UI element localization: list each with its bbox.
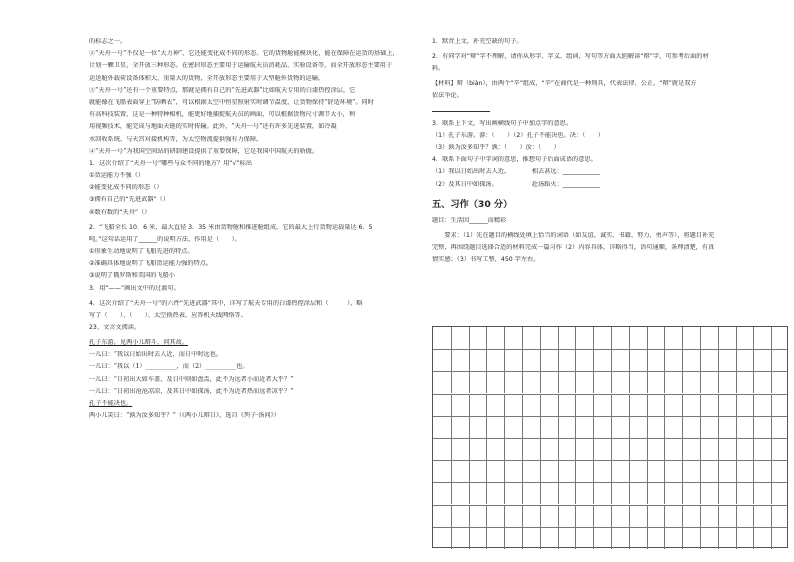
grid-cell[interactable] xyxy=(664,482,682,504)
grid-cell[interactable] xyxy=(469,505,487,527)
grid-cell[interactable] xyxy=(522,460,540,482)
grid-cell[interactable] xyxy=(718,327,736,349)
left-text-line: 两小儿笑曰：“孰为汝多知乎？”（《两小儿辩日》，选自《列子·汤问》） xyxy=(89,412,280,420)
right-text-line: 2．有同学对“辩”字不理解，请你从形字、字义、组词、写句等方面大胆解读“辩”字，可参考后面的材 xyxy=(432,53,709,60)
grid-row xyxy=(433,460,787,482)
grid-cell[interactable] xyxy=(700,527,718,549)
grid-cell[interactable] xyxy=(611,527,629,549)
grid-cell[interactable] xyxy=(504,482,522,504)
grid-cell[interactable] xyxy=(486,438,504,460)
left-text-line: ②“天舟一号”不仅是一位“大力神”，它还能变化成不同的形态。它的货物舱能模块化，能在保障在运货的基础上， xyxy=(89,50,399,58)
answer-blank-line[interactable] xyxy=(432,105,490,112)
grid-cell[interactable] xyxy=(753,505,771,527)
grid-cell[interactable] xyxy=(575,394,593,416)
grid-cell[interactable] xyxy=(647,460,665,482)
grid-cell[interactable] xyxy=(558,460,576,482)
grid-cell[interactable] xyxy=(736,460,754,482)
grid-cell[interactable] xyxy=(700,349,718,371)
grid-cell[interactable] xyxy=(451,527,469,549)
grid-cell[interactable] xyxy=(647,438,665,460)
grid-cell[interactable] xyxy=(718,460,736,482)
grid-cell[interactable] xyxy=(469,349,487,371)
grid-cell[interactable] xyxy=(611,416,629,438)
left-text-line: 有高科技装置，这是一种特种相机，能更好地捕捉航天员的画面，可以根据货物尺寸调节大小，利 xyxy=(89,111,356,119)
grid-row xyxy=(433,394,787,416)
grid-cell[interactable] xyxy=(700,460,718,482)
grid-cell[interactable] xyxy=(522,482,540,504)
grid-cell[interactable] xyxy=(504,438,522,460)
grid-row xyxy=(433,482,787,504)
grid-cell[interactable] xyxy=(664,371,682,393)
grid-cell[interactable] xyxy=(558,438,576,460)
grid-cell[interactable] xyxy=(504,527,522,549)
grid-cell[interactable] xyxy=(522,371,540,393)
left-text-line: ①形象生动地说明了飞船先进的特点。 xyxy=(89,248,194,255)
grid-cell[interactable] xyxy=(736,371,754,393)
right-text-line: 1．默背上文，补充空缺的句子。 xyxy=(432,38,523,45)
left-text-line: ②准确具体地说明了飞船货运能力强的特点。 xyxy=(89,260,213,268)
grid-cell[interactable] xyxy=(682,527,700,549)
grid-cell[interactable] xyxy=(647,482,665,504)
grid-cell[interactable] xyxy=(629,394,647,416)
grid-cell[interactable] xyxy=(611,349,629,371)
left-text-line: 运送舱外载荷设备体积大、重量大的货物，全开放形态主要用于大型舱外货物的运输。 xyxy=(89,74,325,82)
composition-grid[interactable] xyxy=(432,326,788,548)
left-text-line: ④“天舟一号”为我国空间站的研制建设提供了重要保障，它是我国中国航天的骄傲。 xyxy=(89,147,319,155)
grid-cell[interactable] xyxy=(629,482,647,504)
grid-cell[interactable] xyxy=(736,416,754,438)
grid-cell[interactable] xyxy=(593,371,611,393)
grid-cell[interactable] xyxy=(736,394,754,416)
grid-cell[interactable] xyxy=(753,327,771,349)
grid-cell[interactable] xyxy=(771,371,789,393)
grid-cell[interactable] xyxy=(540,371,558,393)
grid-cell[interactable] xyxy=(629,327,647,349)
writing-text-line: 情实感；（3）书写工整，450 字左右。 xyxy=(432,255,540,263)
grid-cell[interactable] xyxy=(700,438,718,460)
left-text-line: 计划一颗卫星，全开放三种形态。在密封形态主要用于运输航天员消耗品、实验设备等，而全开放形态主要用于 xyxy=(89,62,393,70)
grid-cell[interactable] xyxy=(718,482,736,504)
grid-cell[interactable] xyxy=(558,371,576,393)
grid-cell[interactable] xyxy=(647,371,665,393)
grid-cell[interactable] xyxy=(575,416,593,438)
grid-cell[interactable] xyxy=(486,371,504,393)
right-text-line: 3．联系上下文，写出画横线句子中加点字的意思。 xyxy=(432,119,573,127)
grid-cell[interactable] xyxy=(504,327,522,349)
grid-cell[interactable] xyxy=(522,438,540,460)
grid-cell[interactable] xyxy=(593,394,611,416)
left-text-line: 用视频技术，能完成与地面天链的实时传输。此外，“天舟一号”还有许多先进装置，如冷凝 xyxy=(89,123,337,131)
grid-row xyxy=(433,371,787,393)
grid-cell[interactable] xyxy=(664,527,682,549)
grid-cell[interactable] xyxy=(504,394,522,416)
grid-cell[interactable] xyxy=(540,482,558,504)
grid-cell[interactable] xyxy=(753,460,771,482)
grid-row-divider xyxy=(433,394,787,395)
grid-cell[interactable] xyxy=(540,505,558,527)
grid-cell[interactable] xyxy=(575,482,593,504)
grid-cell[interactable] xyxy=(682,505,700,527)
grid-row xyxy=(433,349,787,371)
right-text-line: 4．联系下面句子中字词的意思，推想句子后面成语的意思。 xyxy=(432,156,597,164)
grid-cell[interactable] xyxy=(540,527,558,549)
left-text-line: 写了（ ）、（ ）、太空换热表、应答机天线网络等。 xyxy=(89,311,247,319)
grid-cell[interactable] xyxy=(664,438,682,460)
grid-cell[interactable] xyxy=(540,416,558,438)
grid-cell[interactable] xyxy=(629,416,647,438)
reading-questions-part-1 xyxy=(432,38,788,100)
grid-cell[interactable] xyxy=(575,371,593,393)
grid-cell[interactable] xyxy=(718,416,736,438)
grid-cell[interactable] xyxy=(718,349,736,371)
grid-cell[interactable] xyxy=(540,394,558,416)
grid-cell[interactable] xyxy=(504,460,522,482)
grid-cell[interactable] xyxy=(575,327,593,349)
grid-cell[interactable] xyxy=(469,416,487,438)
grid-row xyxy=(433,327,787,349)
right-text-line: 料。 xyxy=(432,65,445,73)
grid-cell[interactable] xyxy=(486,527,504,549)
grid-cell[interactable] xyxy=(682,438,700,460)
grid-cell[interactable] xyxy=(522,394,540,416)
grid-cell[interactable] xyxy=(451,505,469,527)
grid-cell[interactable] xyxy=(558,327,576,349)
grid-cell[interactable] xyxy=(718,527,736,549)
left-text-line: ①货运能力不强（） xyxy=(89,172,145,180)
grid-cell[interactable] xyxy=(593,438,611,460)
grid-cell[interactable] xyxy=(540,438,558,460)
grid-cell[interactable] xyxy=(558,527,576,549)
grid-row xyxy=(433,527,787,549)
grid-cell[interactable] xyxy=(451,460,469,482)
left-text-line: ③拥有自己的“先进武器”（） xyxy=(89,196,170,204)
grid-cell[interactable] xyxy=(469,371,487,393)
left-column xyxy=(89,38,411,424)
grid-cell[interactable] xyxy=(682,482,700,504)
grid-cell[interactable] xyxy=(558,482,576,504)
grid-cell[interactable] xyxy=(629,527,647,549)
grid-cell[interactable] xyxy=(593,482,611,504)
grid-cell[interactable] xyxy=(771,527,789,549)
grid-cell[interactable] xyxy=(575,438,593,460)
grid-cell[interactable] xyxy=(593,349,611,371)
grid-cell[interactable] xyxy=(771,438,789,460)
grid-cell[interactable] xyxy=(736,327,754,349)
grid-cell[interactable] xyxy=(664,460,682,482)
grid-row-divider xyxy=(433,460,787,461)
right-column xyxy=(432,38,788,268)
grid-cell[interactable] xyxy=(771,416,789,438)
grid-cell[interactable] xyxy=(611,505,629,527)
grid-cell[interactable] xyxy=(753,527,771,549)
left-text-line: ③“天舟一号”还有一个重要特点，那就是拥有自己的“先进武器”比如航天专用的白漆热控涂层，它 xyxy=(89,86,356,94)
grid-cell[interactable] xyxy=(540,349,558,371)
grid-cell[interactable] xyxy=(611,327,629,349)
grid-cell[interactable] xyxy=(700,327,718,349)
grid-cell[interactable] xyxy=(611,371,629,393)
grid-cell[interactable] xyxy=(486,460,504,482)
grid-cell[interactable] xyxy=(682,394,700,416)
grid-cell[interactable] xyxy=(558,505,576,527)
grid-cell[interactable] xyxy=(700,505,718,527)
left-text-line: 就能像在飞船表面穿上“防晒衣”，可以根据太空中恒星照射实时调节温度，让货物保持“舒适环境”。同时 xyxy=(89,98,374,106)
grid-cell[interactable] xyxy=(700,394,718,416)
grid-cell[interactable] xyxy=(611,460,629,482)
grid-cell[interactable] xyxy=(575,349,593,371)
grid-cell[interactable] xyxy=(664,349,682,371)
grid-cell[interactable] xyxy=(664,505,682,527)
grid-cell[interactable] xyxy=(504,416,522,438)
grid-row-divider xyxy=(433,416,787,417)
grid-cell[interactable] xyxy=(469,527,487,549)
grid-cell[interactable] xyxy=(647,416,665,438)
grid-cell[interactable] xyxy=(647,505,665,527)
grid-cell[interactable] xyxy=(647,527,665,549)
left-text-line: 孔子不能决也。 xyxy=(89,399,133,407)
right-text-line: （3）孰为汝多知乎？孰：（ ）汝：（ ） xyxy=(432,143,560,151)
grid-cell[interactable] xyxy=(753,394,771,416)
grid-cell[interactable] xyxy=(718,505,736,527)
grid-cell[interactable] xyxy=(629,349,647,371)
grid-cell[interactable] xyxy=(700,482,718,504)
grid-cell[interactable] xyxy=(522,327,540,349)
grid-cell[interactable] xyxy=(771,327,789,349)
grid-cell[interactable] xyxy=(593,416,611,438)
left-text-line: 一儿曰：“日初出大如车盖，及日中则如盘盂，此不为远者小而近者大乎？” xyxy=(89,375,294,383)
left-text-line: 一儿曰：“我以日始出时去人近，而日中时远也。 xyxy=(89,351,223,359)
grid-cell[interactable] xyxy=(575,460,593,482)
left-text-line: 3．用“——”画出文中的过渡句。 xyxy=(89,284,180,292)
grid-cell[interactable] xyxy=(718,438,736,460)
grid-cell[interactable] xyxy=(504,505,522,527)
grid-row-divider xyxy=(433,527,787,528)
left-text-line: 一儿曰：“日初出沧沧凉凉，及其日中如探汤，此不为近者热而远者凉乎？” xyxy=(89,387,294,395)
grid-cell[interactable] xyxy=(486,482,504,504)
grid-cell[interactable] xyxy=(469,394,487,416)
grid-cell[interactable] xyxy=(629,438,647,460)
grid-cell[interactable] xyxy=(575,527,593,549)
right-text-line: 依法争论。 xyxy=(432,92,463,100)
grid-cell[interactable] xyxy=(682,327,700,349)
grid-cell[interactable] xyxy=(647,394,665,416)
grid-row-divider xyxy=(433,349,787,350)
left-text-line: 4．这次介绍了“天舟一号”的六件“先进武器”其中，详写了航天专用的白漆热控涂层和（ ），略 xyxy=(89,299,363,307)
grid-row-divider xyxy=(433,505,787,506)
grid-cell[interactable] xyxy=(771,482,789,504)
grid-cell[interactable] xyxy=(753,371,771,393)
right-text-line: 【材料】辩（biàn），由两个“辛”组成，“辛”在商代是一种刑具，代表法律、公正。“辩”就是双方 xyxy=(432,80,697,88)
grid-cell[interactable] xyxy=(771,349,789,371)
grid-cell[interactable] xyxy=(593,460,611,482)
grid-cell[interactable] xyxy=(469,438,487,460)
grid-cell[interactable] xyxy=(451,371,469,393)
grid-cell[interactable] xyxy=(593,327,611,349)
grid-cell[interactable] xyxy=(682,371,700,393)
grid-cell[interactable] xyxy=(753,416,771,438)
grid-cell[interactable] xyxy=(486,394,504,416)
writing-requirements xyxy=(432,217,788,264)
grid-row xyxy=(433,505,787,527)
grid-cell[interactable] xyxy=(504,349,522,371)
grid-row-divider xyxy=(433,371,787,372)
grid-cell[interactable] xyxy=(664,327,682,349)
grid-cell[interactable] xyxy=(682,460,700,482)
grid-cell[interactable] xyxy=(753,349,771,371)
left-text-line: ②能变化成不同的形态（） xyxy=(89,184,163,192)
grid-cell[interactable] xyxy=(558,349,576,371)
grid-cell[interactable] xyxy=(700,371,718,393)
grid-cell[interactable] xyxy=(469,482,487,504)
grid-cell[interactable] xyxy=(451,327,469,349)
writing-text-line: 题目：生活因______而精彩 xyxy=(432,216,507,224)
grid-cell[interactable] xyxy=(593,527,611,549)
left-text-line: 一儿曰：“我以（1）__________，而（2）__________也。 xyxy=(89,363,249,371)
right-text-line: （1）我以日始出时去人近。 相去甚远：____________ xyxy=(432,168,600,176)
section-title-writing: 五、习作（30 分） xyxy=(432,198,513,210)
grid-cell[interactable] xyxy=(451,394,469,416)
grid-cell[interactable] xyxy=(753,482,771,504)
grid-cell[interactable] xyxy=(736,438,754,460)
grid-cell[interactable] xyxy=(753,438,771,460)
grid-cell[interactable] xyxy=(522,416,540,438)
grid-cell[interactable] xyxy=(611,394,629,416)
grid-cell[interactable] xyxy=(629,371,647,393)
right-text-line: （2）及其日中如探汤。 赴汤蹈火：____________ xyxy=(432,180,600,188)
grid-cell[interactable] xyxy=(629,460,647,482)
left-text-line: 23、文言文阅读。 xyxy=(89,323,141,331)
grid-cell[interactable] xyxy=(718,394,736,416)
grid-row-divider xyxy=(433,438,787,439)
grid-cell[interactable] xyxy=(664,394,682,416)
grid-cell[interactable] xyxy=(736,505,754,527)
grid-cell[interactable] xyxy=(736,527,754,549)
left-text-line: ④数有数的“天舟”（） xyxy=(89,208,151,216)
grid-cell[interactable] xyxy=(522,505,540,527)
grid-cell[interactable] xyxy=(593,505,611,527)
grid-cell[interactable] xyxy=(736,482,754,504)
grid-cell[interactable] xyxy=(540,460,558,482)
grid-cell[interactable] xyxy=(575,505,593,527)
left-text-line: 的标志之一。 xyxy=(89,38,127,45)
grid-cell[interactable] xyxy=(558,394,576,416)
grid-cell[interactable] xyxy=(611,482,629,504)
grid-cell[interactable] xyxy=(451,349,469,371)
grid-cell[interactable] xyxy=(486,327,504,349)
grid-cell[interactable] xyxy=(469,460,487,482)
grid-cell[interactable] xyxy=(718,371,736,393)
writing-text-line: 完整，再围绕题目选择合适的材料完成一篇习作（2）内容具体，详略得当，语句通顺，条理清楚，有真 xyxy=(432,243,715,251)
grid-cell[interactable] xyxy=(736,349,754,371)
grid-cell[interactable] xyxy=(504,371,522,393)
left-text-line: 2．“飞船全长 10．6 米，最大直径 3．35 米由货物舱和推进舱组成，它的最大上行货物运载量达 6．5 xyxy=(89,223,373,231)
grid-row-divider xyxy=(433,482,787,483)
reading-questions-part-2 xyxy=(432,120,788,189)
grid-cell[interactable] xyxy=(771,460,789,482)
right-text-line: （1）孔子东游。游：（ ）（2）孔子不能决也。决：（ ） xyxy=(432,131,604,139)
left-text-line: 1．这次介绍了“天舟一号”哪些与众不同的地方？用“√”标出 xyxy=(89,159,253,167)
left-text-line: 孔子东游，见两小儿辩斗，问其故。 xyxy=(89,338,188,346)
grid-cell[interactable] xyxy=(540,327,558,349)
left-text-line: ③说明了俄罗斯和美国的飞船小 xyxy=(89,272,175,280)
grid-row xyxy=(433,416,787,438)
grid-cell[interactable] xyxy=(469,327,487,349)
grid-cell[interactable] xyxy=(771,394,789,416)
grid-cell[interactable] xyxy=(451,482,469,504)
grid-cell[interactable] xyxy=(647,349,665,371)
grid-row xyxy=(433,438,787,460)
left-text-line: 吨。”这句话运用了______的说明方法，作用是（ ）。 xyxy=(89,235,241,243)
grid-cell[interactable] xyxy=(682,349,700,371)
grid-cell[interactable] xyxy=(558,416,576,438)
writing-text-line: 要求：（1）先在题目的横线处填上恰当的词语（如友谊、诚实、书籍、努力、勇声等），将题目补充 xyxy=(432,231,715,239)
left-text-line: 水回收系统、与天宫对接机构等，为太空物流提供强有力保障。 xyxy=(89,135,263,143)
grid-cell[interactable] xyxy=(451,416,469,438)
grid-cell[interactable] xyxy=(486,505,504,527)
grid-cell[interactable] xyxy=(700,416,718,438)
grid-cell[interactable] xyxy=(451,438,469,460)
grid-cell[interactable] xyxy=(682,416,700,438)
grid-cell[interactable] xyxy=(647,327,665,349)
grid-cell[interactable] xyxy=(629,505,647,527)
grid-cell[interactable] xyxy=(611,438,629,460)
grid-cell[interactable] xyxy=(522,527,540,549)
grid-cell[interactable] xyxy=(486,416,504,438)
grid-cell[interactable] xyxy=(522,349,540,371)
grid-cell[interactable] xyxy=(664,416,682,438)
grid-cell[interactable] xyxy=(486,349,504,371)
grid-cell[interactable] xyxy=(771,505,789,527)
